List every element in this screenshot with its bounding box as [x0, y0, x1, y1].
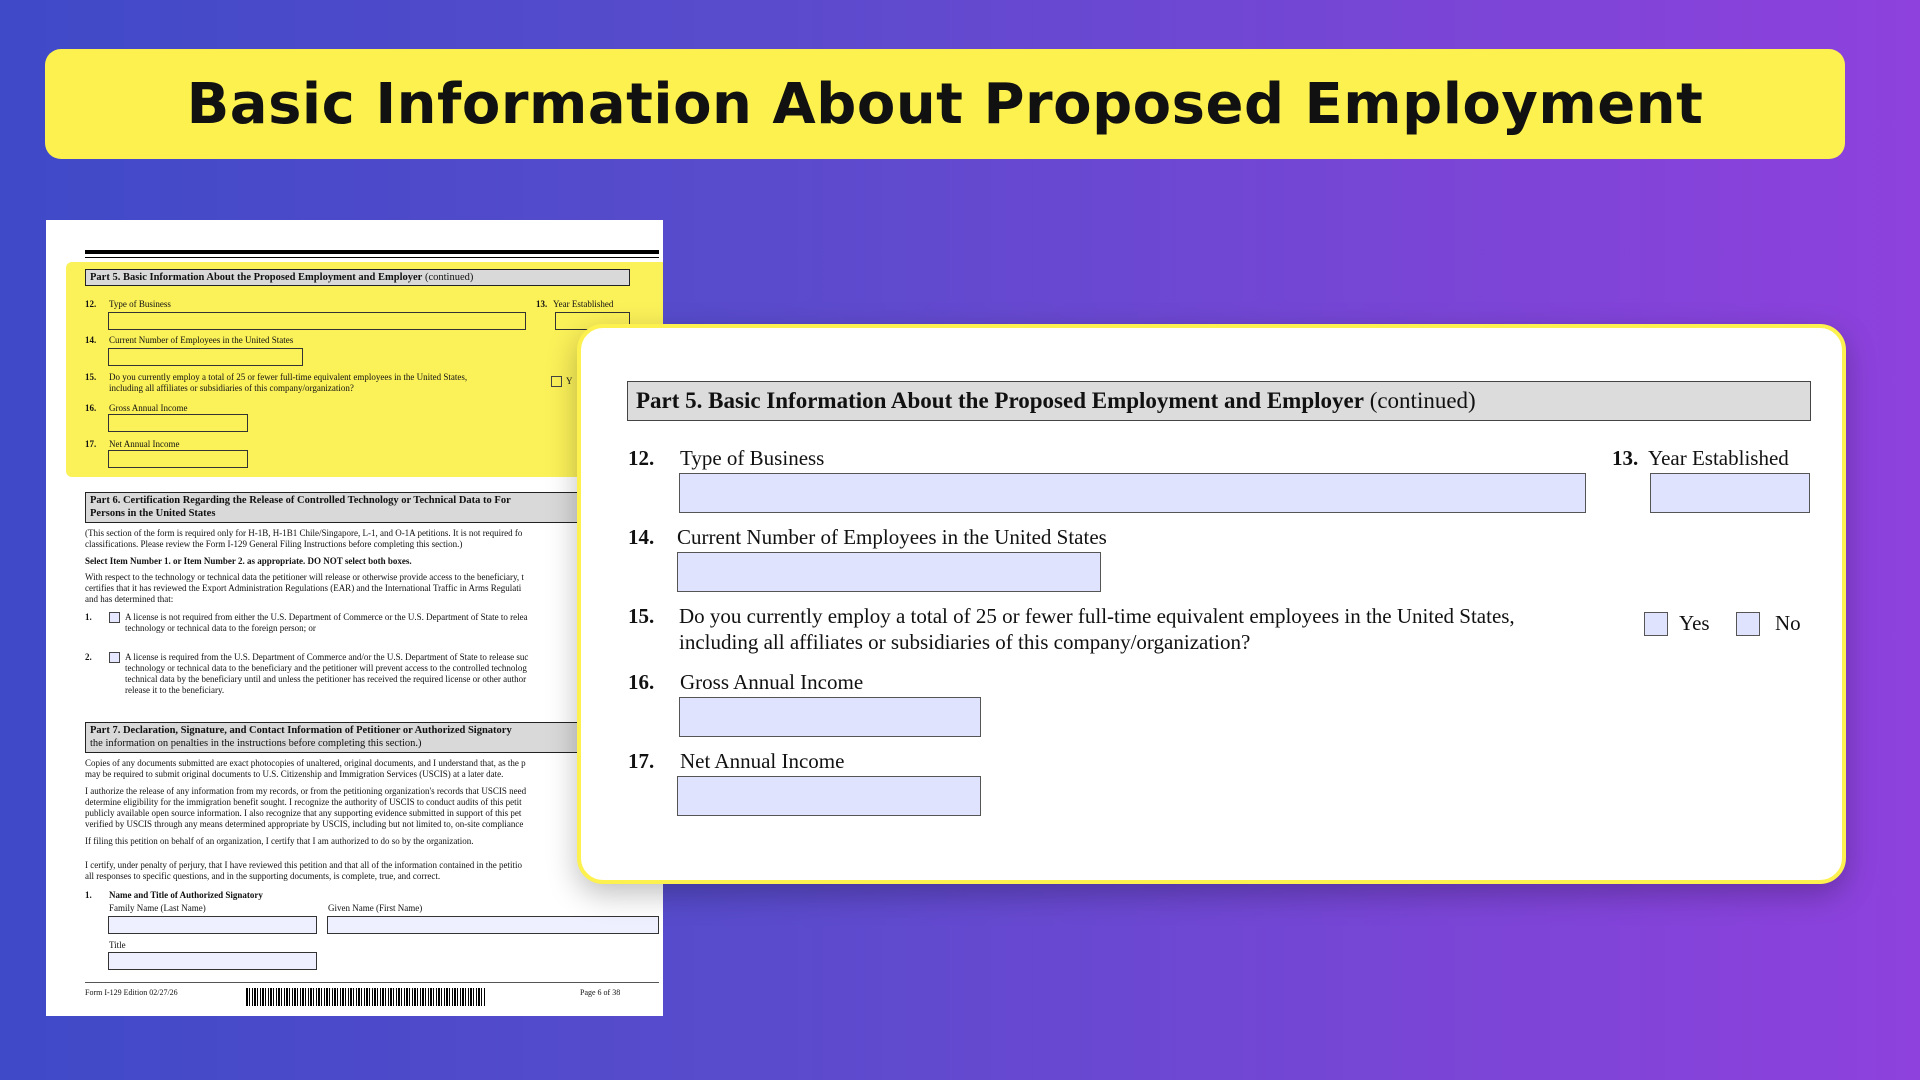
top-rule-thin	[85, 257, 659, 258]
year-established-field[interactable]	[1650, 473, 1810, 513]
license-required-checkbox[interactable]	[109, 652, 120, 663]
item-number: 12.	[85, 299, 97, 309]
family-name-label: Family Name (Last Name)	[109, 903, 206, 913]
item-number: 14.	[85, 335, 97, 345]
gross-income-label: Gross Annual Income	[109, 403, 188, 413]
item-number: 2.	[85, 652, 92, 662]
part6-intro-line2: classifications. Please review the Form I-129 General Filing Instructions before completing this section.)	[85, 539, 463, 549]
fte-question-line1: Do you currently employ a total of 25 or fewer full-time equivalent employees in the United States,	[679, 604, 1515, 628]
family-name-field[interactable]	[108, 916, 317, 934]
page-number: Page 6 of 38	[580, 988, 621, 997]
year-established-label: Year Established	[1648, 446, 1789, 470]
part7-p2-line4: verified by USCIS through any means determined appropriate by USCIS, including but not limited to, on-site compliance	[85, 819, 524, 829]
document-page	[46, 220, 663, 1016]
gross-income-label: Gross Annual Income	[680, 670, 864, 694]
type-of-business-field[interactable]	[108, 312, 526, 330]
item2-line2: technology or technical data to the beneficiary and the petitioner will prevent access to the controlled technolog	[125, 663, 527, 673]
part7-p4-line2: all responses to specific questions, and in the supporting documents, is complete, true, and correct.	[85, 871, 441, 881]
item2-line1: A license is required from the U.S. Department of Commerce and/or the U.S. Department of State to release suc	[125, 652, 529, 662]
given-name-field[interactable]	[327, 916, 659, 934]
item-number: 14.	[628, 525, 655, 549]
part6-select-instruction: Select Item Number 1. or Item Number 2. as appropriate. DO NOT select both boxes.	[85, 556, 412, 566]
item-number: 17.	[628, 749, 655, 773]
type-of-business-field[interactable]	[679, 473, 1586, 513]
part6-para-line1: With respect to the technology or technical data the petitioner will release or otherwise provide access to the beneficiary, t	[85, 572, 524, 582]
part7-header: Part 7. Declaration, Signature, and Contact Information of Petitioner or Authorized Signatory the information on penalties in the instructions before completing this section.)	[85, 722, 630, 753]
part6-para-line2: certifies that it has reviewed the Export Administration Regulations (EAR) and the International Traffic in Arms Regulati	[85, 583, 522, 593]
net-income-label: Net Annual Income	[109, 439, 180, 449]
net-income-label: Net Annual Income	[680, 749, 845, 773]
net-income-field[interactable]	[677, 776, 981, 816]
gross-income-field[interactable]	[679, 697, 981, 737]
part7-p1-line2: may be required to submit original documents to U.S. Citizenship and Immigration Services (USCIS) at a later date.	[85, 769, 504, 779]
footer-rule	[85, 982, 659, 983]
net-income-field[interactable]	[108, 450, 248, 468]
part6-para-line3: and has determined that:	[85, 594, 174, 604]
license-not-required-checkbox[interactable]	[109, 612, 120, 623]
form-edition: Form I-129 Edition 02/27/26	[85, 988, 178, 997]
title-banner	[45, 49, 1845, 159]
item-number: 16.	[85, 403, 97, 413]
no-label: No	[1775, 611, 1801, 635]
given-name-label: Given Name (First Name)	[328, 903, 423, 913]
type-of-business-label: Type of Business	[680, 446, 825, 470]
year-established-label: Year Established	[553, 299, 614, 309]
part7-p2-line1: I authorize the release of any information from my records, or from the petitioning organization's records that USCIS need	[85, 786, 527, 796]
part7-p3: If filing this petition on behalf of an organization, I certify that I am authorized to do so by the organization.	[85, 836, 474, 846]
item-number: 15.	[85, 372, 97, 382]
yes-label: Yes	[1679, 611, 1710, 635]
item1-line2: technology or technical data to the foreign person; or	[125, 623, 316, 633]
item-number: 15.	[628, 604, 655, 628]
item-number: 12.	[628, 446, 655, 470]
zoomed-form-card	[577, 324, 1846, 884]
fte-yes-checkbox[interactable]	[551, 376, 562, 387]
part7-p4-line1: I certify, under penalty of perjury, that I have reviewed this petition and that all of the information contained in the petitio	[85, 860, 522, 870]
signatory-heading: Name and Title of Authorized Signatory	[109, 890, 263, 900]
no-checkbox[interactable]	[1736, 612, 1760, 636]
banner-title: Basic Information About Proposed Employment	[186, 71, 1704, 137]
item2-line4: release it to the beneficiary.	[125, 685, 225, 695]
employees-label: Current Number of Employees in the United States	[677, 525, 1107, 549]
fte-question-line2: including all affiliates or subsidiaries of this company/organization?	[679, 630, 1251, 654]
item-number: 13.	[536, 299, 548, 309]
barcode	[246, 988, 486, 1006]
part7-p1-line1: Copies of any documents submitted are exact photocopies of unaltered, original documents, and I understand that, as the p	[85, 758, 526, 768]
yes-checkbox[interactable]	[1644, 612, 1668, 636]
type-of-business-label: Type of Business	[109, 299, 171, 309]
item-number: 1.	[85, 890, 92, 900]
part7-p2-line2: determine eligibility for the immigration benefit sought. I recognize the authority of USCIS to conduct audits of this petit	[85, 797, 522, 807]
fte-question-line2: including all affiliates or subsidiaries of this company/organization?	[109, 383, 354, 393]
top-rule	[85, 250, 659, 254]
part5-header: Part 5. Basic Information About the Proposed Employment and Employer (continued)	[85, 269, 630, 286]
item-number: 16.	[628, 670, 655, 694]
gross-income-field[interactable]	[108, 414, 248, 432]
item2-line3: technical data by the beneficiary until and unless the petitioner has received the required license or other author	[125, 674, 527, 684]
employees-label: Current Number of Employees in the United States	[109, 335, 294, 345]
item-number: 17.	[85, 439, 97, 449]
item1-line1: A license is not required from either the U.S. Department of Commerce or the U.S. Department of State to relea	[125, 612, 528, 622]
part6-intro-line1: (This section of the form is required only for H-1B, H-1B1 Chile/Singapore, L-1, and O-1A petitions. It is not required fo	[85, 528, 523, 538]
title-label: Title	[109, 940, 126, 950]
employees-field[interactable]	[677, 552, 1101, 592]
employees-field[interactable]	[108, 348, 303, 366]
part5-zoom-header: Part 5. Basic Information About the Proposed Employment and Employer (continued)	[627, 381, 1811, 421]
part6-header: Part 6. Certification Regarding the Release of Controlled Technology or Technical Data to For Persons in the United States	[85, 492, 630, 523]
title-field[interactable]	[108, 952, 317, 970]
yes-label-partial: Y	[566, 376, 573, 386]
part7-p2-line3: publicly available open source information. I also recognize that any supporting evidence submitted in support of this pet	[85, 808, 522, 818]
item-number: 13.	[1612, 446, 1639, 470]
fte-question-line1: Do you currently employ a total of 25 or fewer full-time equivalent employees in the United States,	[109, 372, 468, 382]
item-number: 1.	[85, 612, 92, 622]
